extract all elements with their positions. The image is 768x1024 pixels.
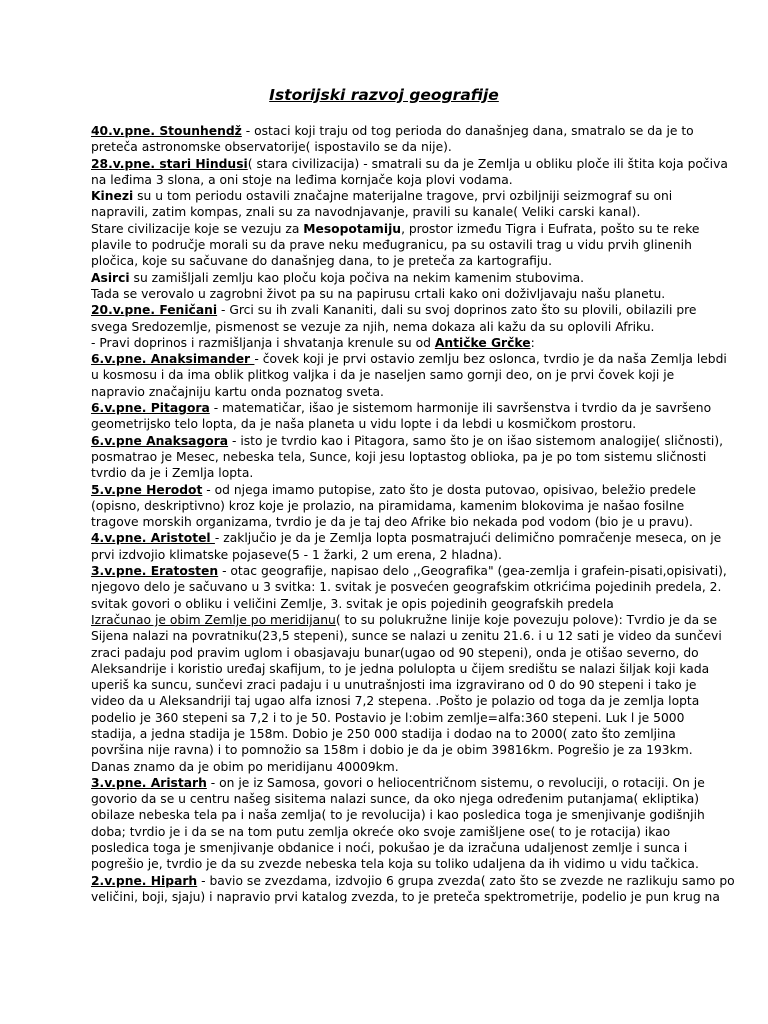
text-segment: Tada se verovalo u zagrobni život pa su na papirusu crtali kako oni doživljavaju našu planetu. (91, 286, 666, 301)
document-title: Istorijski razvoj geografije (269, 86, 499, 104)
underlined-text: Izračunao je obim Zemlje po meridijanu (91, 612, 336, 627)
text-segment: - isto je tvrdio kao i Pitagora, samo što je on išao sistemom analogije( sličnosti), (228, 433, 724, 448)
section-heading: 40.v.pne. Stounhendž (91, 124, 242, 138)
text-segment: ( to su polukružne linije koje povezuju polove): Tvrdio je da se (335, 612, 718, 627)
text-segment: ( stara civilizacija) - smatrali su da je Zemlja u obliku ploče ili štita koja počiva (247, 156, 728, 171)
text-segment: - Pravi doprinos i razmišljanja i shvatanja krenule su od (91, 335, 435, 350)
text-segment: podelio je 360 stepeni sa 7,2 i to je 50. Postavio je l:obim zemlje=alfa:360 stepeni. Luk l je 5000 (91, 710, 685, 725)
section-heading: 6.v.pne. Anaksimander (91, 352, 255, 367)
text-segment: su zamišljali zemlju kao ploču koja počiva na nekim kamenim stubovima. (129, 270, 585, 285)
text-line (91, 645, 699, 661)
text-line (91, 596, 691, 612)
text-line (91, 302, 697, 318)
text-line (91, 156, 728, 172)
text-segment: tvrdio da je i Zemlja lopta. (91, 466, 254, 481)
text-segment: u kosmosu i da ima oblik plitkog valjka i da je naseljen samo gornji deo, on je prvi čovek koji je (91, 368, 675, 383)
text-segment: - ostaci koji traju od tog perioda do današnjeg dana, smatralo se da je to (241, 124, 694, 138)
section-heading: 2.v.pne. Hiparh (91, 873, 198, 888)
text-segment: govorio da se u centru našeg sisitema nalazi sunce, da oko njega određenim putanjama( ekliptika) (91, 792, 700, 807)
text-line (91, 840, 691, 856)
text-line (91, 824, 691, 840)
text-line (91, 726, 691, 742)
section-heading: 3.v.pne. Aristarh (91, 775, 207, 790)
text-line (91, 807, 705, 823)
text-line (91, 791, 700, 807)
text-segment: posledica toga je smenjivanje obdanice i noći, pokušao je da izračuna udaljenost zemlje i sunca i (91, 841, 688, 856)
text-line (91, 188, 691, 204)
text-line (91, 482, 696, 498)
text-line (91, 139, 691, 155)
text-segment: - od njega imamo putopise, zato što je dosta putovao, opisivao, beležio predele (202, 482, 696, 497)
text-line (91, 742, 691, 758)
text-line (91, 123, 694, 139)
section-heading: Antičke Grčke (434, 335, 531, 350)
text-line (91, 237, 691, 253)
bold-term: Kinezi (91, 189, 134, 204)
text-segment: njegovo delo je sačuvano u 3 svitka: 1. svitak je posvećen geografskim otkrićima pojedinih predela, 2. (91, 580, 722, 595)
text-segment: veličini, boji, sjaju) i napravio prvi katalog zvezda, to je preteča spektrometrije, podelio je pun krug na (91, 889, 720, 904)
text-line (91, 221, 700, 237)
text-line (91, 612, 718, 628)
text-line (91, 433, 724, 449)
text-line (91, 873, 735, 889)
text-line (91, 693, 700, 709)
text-line (91, 563, 727, 579)
text-line (91, 579, 722, 595)
text-segment: (opisno, deskriptivno) kroz koje je prolazio, na piramidama, kamenim blokovima je našao fosilne (91, 498, 685, 513)
text-segment: Stare civilizacije koje se vezuju za (91, 221, 304, 236)
text-segment: stadija, a jedna stadija je 158m. Dobio je 250 000 stadija i dodao na to 2000( zato što zemljina (91, 726, 676, 741)
text-line (91, 759, 691, 775)
text-segment: video da u Aleksandriji taj ugao alfa iznosi 7,2 stepena. .Pošto je polazio od toga da je zemlja lopta (91, 694, 700, 709)
text-segment: obilaze nebeska tela pa i naša zemlja( to je revolucija) i kao posledica toga je smenjivanje godišnjih (91, 808, 705, 823)
text-segment: - zaključio je da je Zemlja lopta posmatrajući delimično pomračenje meseca, on je (214, 531, 722, 546)
section-heading: 4.v.pne. Aristotel (91, 531, 215, 546)
text-segment: - čovek koji je prvi ostavio zemlju bez oslonca, tvrdio je da naša Zemlja lebdi (254, 352, 727, 367)
text-segment: plavile to područje morali su da prave neku međugranicu, pa su ostavili trag u vidu prvih glinenih (91, 238, 692, 253)
text-segment: - Grci su ih zvali Kananiti, dali su svoj doprinos zato što su plovili, obilazili pre (217, 303, 697, 318)
text-segment: - bavio se zvezdama, izdvojio 6 grupa zvezda( zato što se zvezde ne razlikuju samo po (197, 873, 735, 888)
text-segment: pogrešio je, tvrdio je da su zvezde nebeska tela koja su toliko udaljena da ih vidimo u vidu tačkica. (91, 857, 699, 872)
text-line (91, 286, 691, 302)
text-segment: - otac geografije, napisao delo ,,Geografika" (gea-zemlja i grafein-pisati,opisivati), (218, 564, 727, 579)
text-segment: površina nije ravna) i to pomnožio sa 158m i dobio je da je obim 39816km. Pogrešio je za 193km. (91, 743, 693, 758)
text-line (91, 172, 691, 188)
section-heading: 6.v.pne. Pitagora (91, 401, 210, 416)
text-line (91, 351, 727, 367)
text-line (91, 367, 691, 383)
text-segment: tragove morskih organizama, tvrdio je da je taj deo Afrike bio nekada pod vodom (bio je u pravu). (91, 515, 693, 530)
text-line (91, 889, 720, 905)
text-line (91, 661, 710, 677)
text-line (91, 319, 691, 335)
text-line (91, 498, 691, 514)
text-segment: , prostor između Tigra i Eufrata, pošto su te reke (401, 221, 700, 236)
text-segment: Danas znamo da je obim po meridijanu 40009km. (91, 759, 399, 774)
section-heading: 28.v.pne. stari Hindusi (91, 156, 248, 171)
text-segment: uperiš ka suncu, sunčevi zraci padaju i u unutrašnjosti ima izgravirano od 0 do 90 stepeni i tako je (91, 678, 697, 693)
bold-term: Asirci (91, 270, 130, 285)
section-heading: 6.v.pne Anaksagora (91, 433, 229, 448)
text-line (91, 204, 691, 220)
text-segment: - matematičar, išao je sistemom harmonije ili savršenstva i tvrdio da je savršeno (209, 401, 712, 416)
text-segment: posmatrao je Mesec, nebeska tela, Sunce, koji jesu loptastog oblioka, pa je po tom sistemu sličnosti (91, 449, 707, 464)
text-line (91, 677, 697, 693)
text-line (91, 710, 691, 726)
section-heading: 20.v.pne. Feničani (91, 303, 218, 318)
text-line (91, 384, 691, 400)
text-segment: - on je iz Samosa, govori o heliocentričnom sistemu, o revoluciji, o rotaciji. On je (206, 775, 705, 790)
text-line (91, 775, 705, 791)
text-line (91, 628, 722, 644)
text-line (91, 253, 691, 269)
text-line (91, 465, 691, 481)
text-segment: doba; tvrdio je i da se na tom putu zemlja okreće oko svoje zamišljene ose( to je rotacija) ikao (91, 824, 671, 839)
text-line (91, 514, 691, 530)
bold-term: Mesopotamiju (303, 221, 402, 236)
section-heading: 5.v.pne Herodot (91, 482, 203, 497)
text-line (91, 400, 712, 416)
text-segment: Aleksandrije i koristio uređaj skafijum, to je jedna polulopta u čijem središtu se nalazi šiljak koji kada (91, 661, 710, 676)
text-line (91, 449, 707, 465)
text-segment: zraci padaju pod pravim uglom i obasjavaju bunar(ugao od 90 stepeni), onda je otišao severno, do (91, 645, 699, 660)
text-segment: prvi izdvojio klimatske pojaseve(5 - 1 žarki, 2 um erena, 2 hladna). (91, 547, 502, 562)
document-body (91, 123, 735, 905)
text-segment: : (530, 335, 535, 350)
text-line (91, 335, 691, 351)
text-segment: pločica, koje su sačuvane do današnjeg dana, to je preteča za kartografiju. (91, 254, 553, 269)
text-line (91, 270, 691, 286)
text-segment: preteča astronomske observatorije( ispostavilo se da nije). (91, 140, 452, 155)
text-line (91, 547, 691, 563)
text-segment: svega Sredozemlje, pismenost se vezuje za njih, nema dokaza ali kažu da su oplovili Afriku. (91, 319, 655, 334)
text-line (91, 530, 722, 546)
text-line (91, 856, 699, 872)
text-segment: Sijena nalazi na povratniku(23,5 stepeni), sunce se nalazi u zenitu 21.6. i u 12 sati je video da sunčevi (91, 629, 722, 644)
text-segment: geometrijsko telo lopta, da je naša planeta u vidu lopte i da lebdi u kosmičkom prostoru. (91, 417, 637, 432)
text-segment: napravili, zatim kompas, znali su za navodnjavanje, pravili su kanale( Veliki carski kanal). (91, 205, 641, 220)
text-segment: svitak govori o obliku i veličini Zemlje, 3. svitak je opis pojedinih geografskih predela (91, 596, 614, 611)
text-segment: su u tom periodu ostavili značajne materijalne tragove, prvi ozbiljniji seizmograf su oni (133, 189, 673, 204)
text-segment: na leđima 3 slona, a oni stoje na leđima kornjače koja plovi vodama. (91, 172, 513, 187)
section-heading: 3.v.pne. Eratosten (91, 564, 219, 579)
text-segment: napravio značajniju kartu onda poznatog sveta. (91, 384, 384, 399)
text-line (91, 416, 691, 432)
